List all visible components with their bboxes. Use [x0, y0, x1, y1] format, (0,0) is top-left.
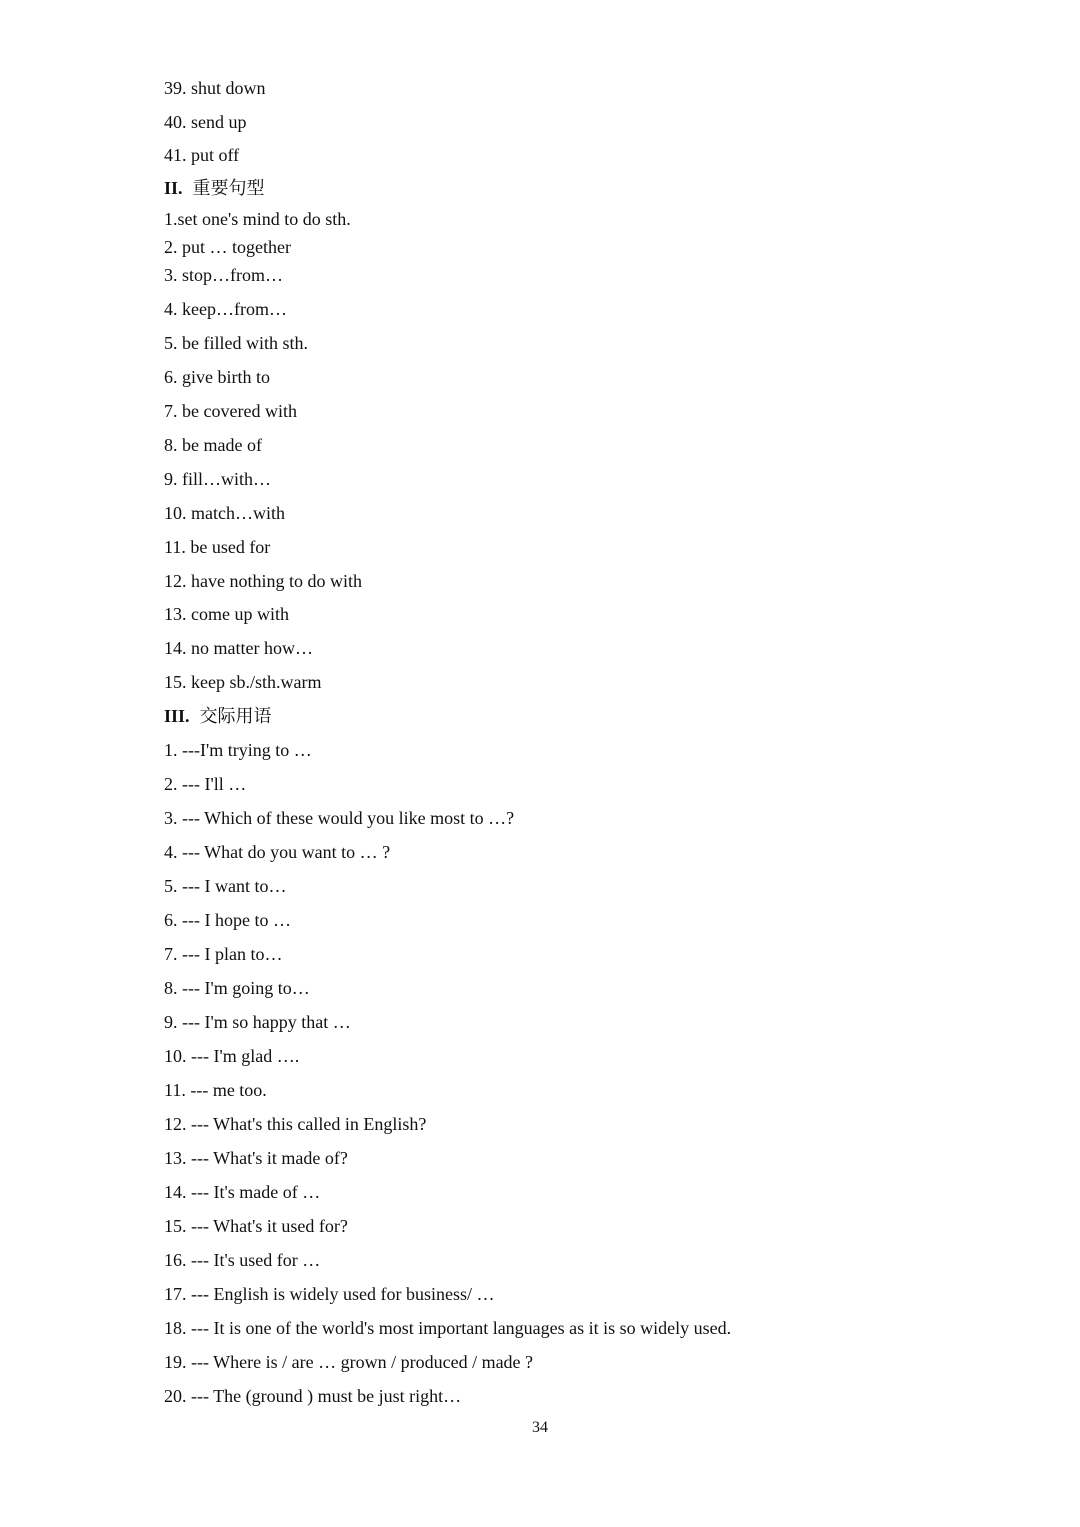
page-number: 34 [532, 1419, 548, 1436]
list-item: 19. --- Where is / are … grown / produced / made ? [164, 1352, 534, 1372]
section-title: 交际用语 [199, 706, 272, 726]
list-item: 5. be filled with sth. [164, 333, 308, 353]
list-item: 39. shut down [164, 78, 266, 98]
list-item: 2. put … together [164, 237, 291, 257]
list-item: 11. --- me too. [164, 1080, 267, 1100]
section-heading-2 [164, 177, 265, 199]
list-item: 11. be used for [164, 537, 271, 557]
list-item: 4. --- What do you want to … ? [164, 842, 391, 862]
list-item: 40. send up [164, 112, 247, 132]
section-heading-3 [164, 705, 272, 727]
list-item: 7. --- I plan to… [164, 944, 283, 964]
list-item: 1. ---I'm trying to … [164, 740, 312, 760]
list-item: 12. have nothing to do with [164, 571, 362, 591]
list-item: 17. --- English is widely used for business/ … [164, 1284, 495, 1304]
list-item: 10. --- I'm glad …. [164, 1046, 300, 1066]
list-item: 18. --- It is one of the world's most important languages as it is so widely used. [164, 1318, 732, 1338]
list-item: 6. --- I hope to … [164, 910, 291, 930]
list-item: 13. --- What's it made of? [164, 1148, 348, 1168]
list-item: 8. --- I'm going to… [164, 978, 310, 998]
list-item: 8. be made of [164, 435, 262, 455]
list-item: 7. be covered with [164, 401, 297, 421]
list-item: 16. --- It's used for … [164, 1250, 321, 1270]
list-item: 4. keep…from… [164, 299, 287, 319]
list-item: 9. --- I'm so happy that … [164, 1012, 351, 1032]
list-item: 20. --- The (ground ) must be just right… [164, 1386, 462, 1406]
section-numeral: II. [164, 178, 183, 198]
list-item: 1.set one's mind to do sth. [164, 209, 351, 229]
section-numeral: III. [164, 706, 190, 726]
list-item: 2. --- I'll … [164, 774, 247, 794]
list-item: 15. keep sb./sth.warm [164, 672, 322, 692]
list-item: 10. match…with [164, 503, 285, 523]
list-item: 15. --- What's it used for? [164, 1216, 348, 1236]
list-item: 14. no matter how… [164, 638, 313, 658]
list-item: 5. --- I want to… [164, 876, 287, 896]
list-item: 41. put off [164, 145, 240, 165]
list-item: 6. give birth to [164, 367, 270, 387]
list-item: 12. --- What's this called in English? [164, 1114, 427, 1134]
list-item: 9. fill…with… [164, 469, 271, 489]
section-title: 重要句型 [192, 178, 265, 198]
list-item: 3. --- Which of these would you like most to …? [164, 808, 515, 828]
list-item: 14. --- It's made of … [164, 1182, 321, 1202]
list-item: 13. come up with [164, 604, 289, 624]
list-item: 3. stop…from… [164, 265, 283, 285]
